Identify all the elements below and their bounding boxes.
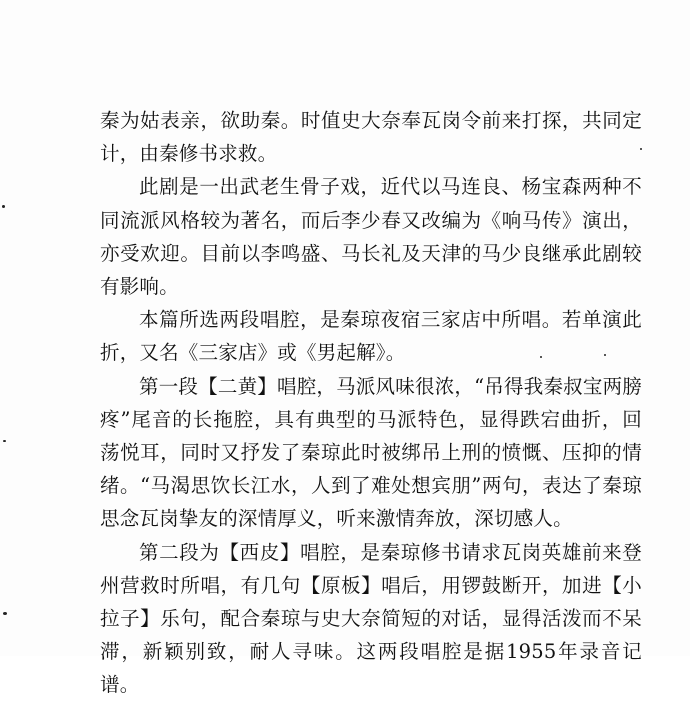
scan-speck	[3, 440, 6, 442]
scan-speck	[640, 148, 642, 150]
scan-speck	[540, 356, 542, 358]
scan-speck	[604, 354, 606, 356]
paragraph-first-aria: 第一段【二黄】唱腔，马派风味很浓，“吊得我秦叔宝两膀疼”尾音的长拖腔，具有典型的马派特色，显得跌宕曲折，回荡悦耳，同时又抒发了秦琼此时被绑吊上刑的愤慨、压抑的情绪。“马渴思饮长江水，人到了难处想宾朋”两句，表达了秦琼思念瓦岗挚友的深情厚义，听来激情奔放，深切感人。	[100, 374, 642, 531]
paragraph-continuation: 秦为姑表亲，欲助秦。时值史大奈奉瓦岗令前来打探，共同定计，由秦修书求救。	[100, 109, 642, 166]
paragraph-second-aria: 第二段为【西皮】唱腔，是秦琼修书请求瓦岗英雄前来登州营救时所唱，有几句【原板】唱后，用锣鼓断开，加进【小拉子】乐句，配合秦琼与史大奈简短的对话，显得活泼而不呆滞，新颖别致，耐人寻味。这两段唱腔是据1955年录音记谱。	[100, 540, 642, 697]
paragraph-selection: 本篇所选两段唱腔，是秦琼夜宿三家店中所唱。若单演此折，又名《三家店》或《男起解》。	[100, 308, 642, 365]
body-text	[100, 104, 642, 702]
scan-speck	[2, 205, 5, 208]
paragraph-opera-intro: 此剧是一出武老生骨子戏，近代以马连良、杨宝森两种不同流派风格较为著名，而后李少春又改编为《响马传》演出，亦受欢迎。目前以李鸣盛、马长礼及天津的马少良继承此剧较有影响。	[100, 175, 642, 299]
scan-speck	[3, 612, 7, 615]
